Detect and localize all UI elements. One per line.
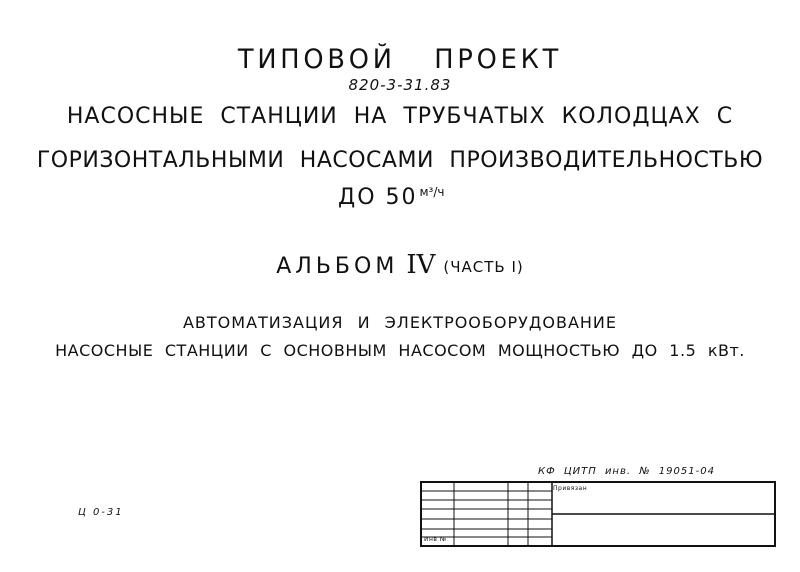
margin-note: Ц 0-31 <box>78 507 124 518</box>
heading-line-1: НАСОСНЫЕ СТАНЦИИ НА ТРУБЧАТЫХ КОЛОДЦАХ С <box>66 104 734 129</box>
document-title: ТИПОВОЙ ПРОЕКТ <box>237 44 563 75</box>
subtitle-line-2: НАСОСНЫЕ СТАНЦИИ С ОСНОВНЫМ НАСОСОМ МОЩНОСТЬЮ ДО 1.5 кВт. <box>55 341 745 360</box>
flow-unit: м³/ч <box>419 185 445 199</box>
album-part: (ЧАСТЬ I) <box>443 258 524 276</box>
subtitle-line-1: АВТОМАТИЗАЦИЯ И ЭЛЕКТРООБОРУДОВАНИЕ <box>182 313 617 332</box>
stamp-table <box>420 481 776 547</box>
privyazan-label: Привязан <box>553 485 588 492</box>
inv-no-label: Инв № <box>424 536 447 543</box>
heading-line-3 <box>338 186 445 209</box>
inventory-note: КФ ЦИТП инв. № 19051-04 <box>538 466 715 477</box>
heading-line-2: ГОРИЗОНТАЛЬНЫМИ НАСОСАМИ ПРОИЗВОДИТЕЛЬНОСТЬЮ <box>36 148 764 173</box>
album-label: АЛЬБОМ <box>276 254 399 279</box>
album-number: IV <box>406 250 436 280</box>
album-heading <box>0 252 800 278</box>
heading-line-3-text: ДО 50 <box>338 185 418 210</box>
project-number: 820-3-31.83 <box>348 76 452 94</box>
